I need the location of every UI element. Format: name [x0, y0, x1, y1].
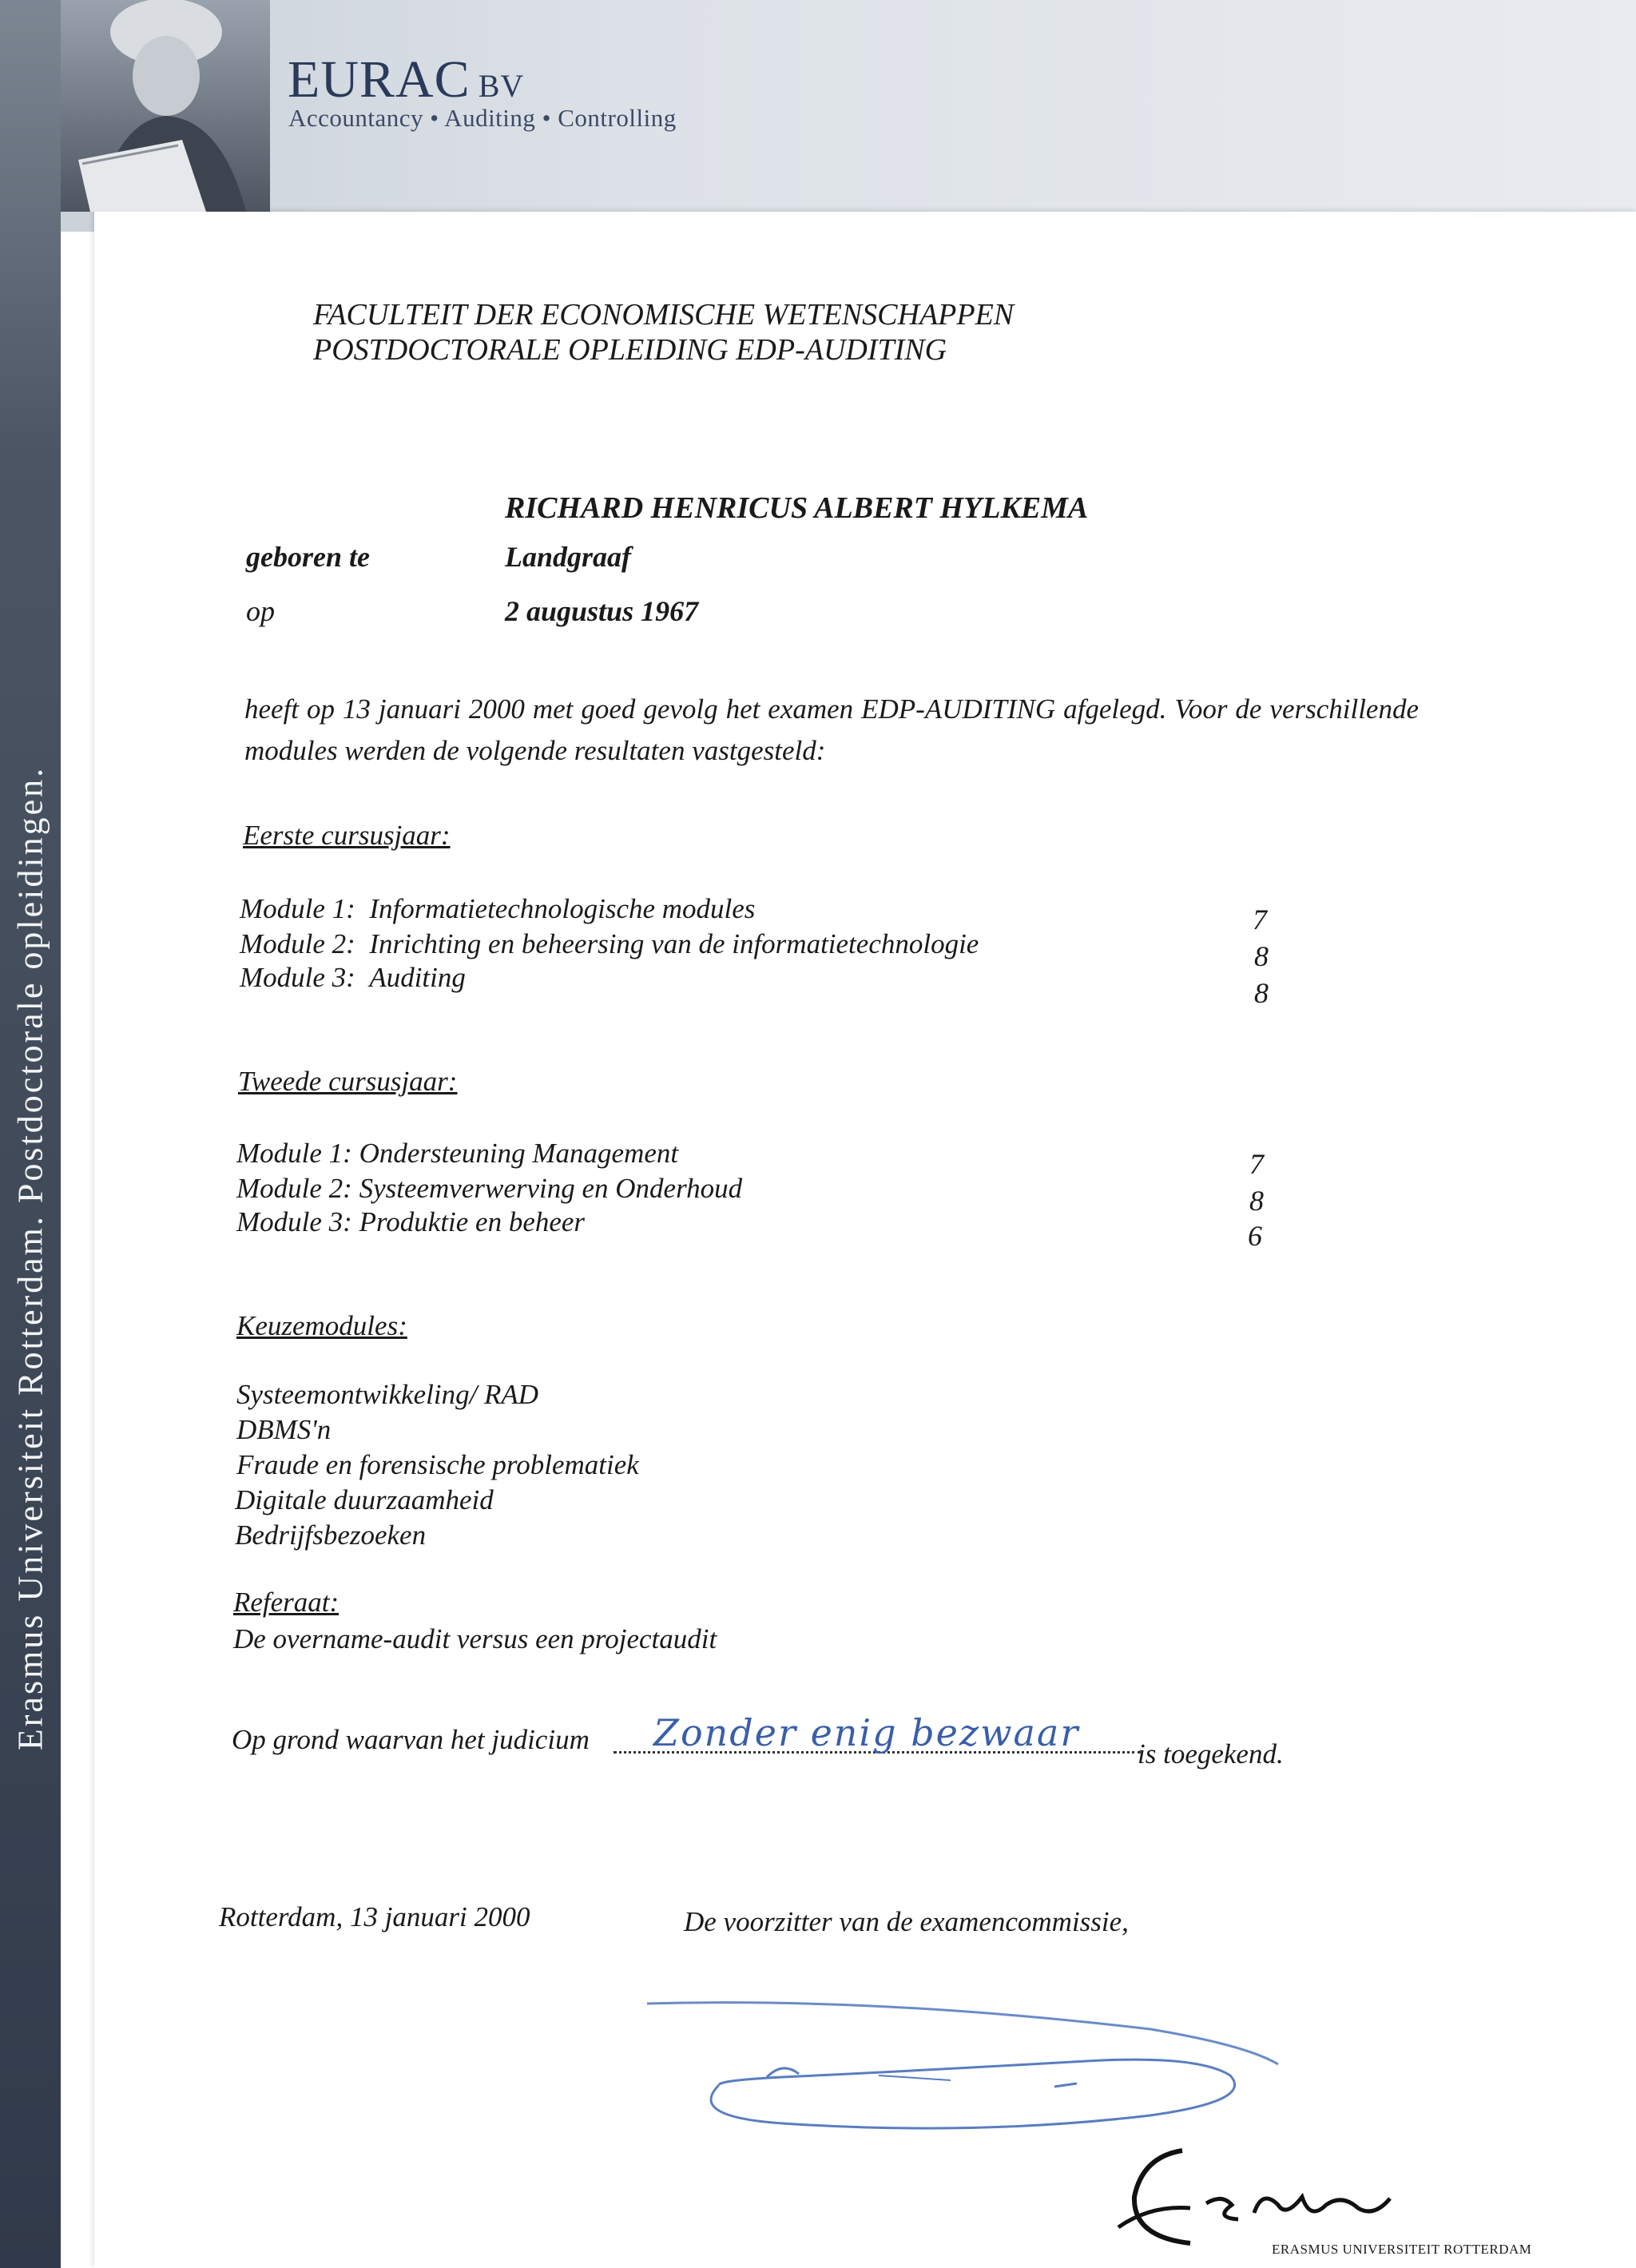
- faculty-line-1: FACULTEIT DER ECONOMISCHE WETENSCHAPPEN: [313, 298, 1015, 332]
- elective-item-3: Fraude en forensische problematiek: [236, 1449, 639, 1480]
- paper-title: De overname-audit versus een projectaudit: [233, 1623, 717, 1654]
- company-logo-text: EURAC BV: [288, 50, 525, 109]
- first-year-module-2: Module 2: Inrichting en beheersing van de informatietechnologie: [240, 928, 979, 959]
- chair-signature: [639, 1981, 1342, 2141]
- company-tagline: Accountancy • Auditing • Controlling: [288, 104, 677, 132]
- second-year-grade-2: 8: [1249, 1185, 1264, 1217]
- second-year-grade-1: 7: [1249, 1148, 1264, 1180]
- paper-heading: Referaat:: [233, 1587, 340, 1618]
- first-year-module-3: Module 3: Auditing: [240, 962, 466, 993]
- born-place: Landgraaf: [505, 541, 632, 573]
- first-year-grade-1: 7: [1253, 904, 1267, 935]
- erasmus-portrait-image: [46, 0, 270, 212]
- logo-university-text: ERASMUS UNIVERSITEIT ROTTERDAM: [1272, 2242, 1532, 2257]
- first-year-grade-3: 8: [1254, 977, 1269, 1009]
- sidebar-band: [0, 0, 61, 2268]
- second-year-module-3: Module 3: Produktie en beheer: [236, 1206, 586, 1237]
- closing-chair: De voorzitter van de examencommissie,: [684, 1906, 1129, 1937]
- electives-heading: Keuzemodules:: [236, 1310, 407, 1341]
- second-year-heading: Tweede cursusjaar:: [238, 1066, 458, 1097]
- judgement-suffix: is toegekend.: [1138, 1738, 1284, 1770]
- faculty-line-2: POSTDOCTORALE OPLEIDING EDP-AUDITING: [313, 333, 947, 367]
- closing-place-date: Rotterdam, 13 januari 2000: [219, 1901, 530, 1932]
- judgement-handwritten: Zonder enig bezwaar: [653, 1711, 1080, 1754]
- elective-item-1: Systeemontwikkeling/ RAD: [236, 1379, 539, 1410]
- candidate-name: RICHARD HENRICUS ALBERT HYLKEMA: [505, 491, 1089, 525]
- sidebar-university-text: Erasmus Universiteit Rotterdam. Postdoctorale opleidingen.: [10, 765, 50, 1751]
- elective-item-5: Bedrijfsbezoeken: [235, 1519, 427, 1551]
- second-year-module-2: Module 2: Systeemverwerving en Onderhoud: [236, 1173, 743, 1204]
- first-year-module-1: Module 1: Informatietechnologische modules: [240, 893, 756, 924]
- first-year-heading: Eerste cursusjaar:: [243, 820, 451, 851]
- second-year-module-1: Module 1: Ondersteuning Management: [236, 1138, 679, 1169]
- born-date: 2 augustus 1967: [505, 595, 699, 627]
- on-label: op: [246, 595, 275, 627]
- intro-paragraph: heeft op 13 januari 2000 met goed gevolg het examen EDP-AUDITING afgelegd. Voor de verschillende modules werden de volgende resultaten vastgesteld:: [244, 693, 1419, 766]
- elective-item-4: Digitale duurzaamheid: [235, 1484, 494, 1515]
- judgement-prefix: Op grond waarvan het judicium: [232, 1724, 590, 1755]
- elective-item-2: DBMS'n: [236, 1414, 332, 1445]
- first-year-grade-2: 8: [1254, 940, 1269, 972]
- second-year-grade-3: 6: [1248, 1220, 1262, 1252]
- faculty-heading: [313, 297, 1014, 367]
- born-label: geboren te: [246, 541, 370, 573]
